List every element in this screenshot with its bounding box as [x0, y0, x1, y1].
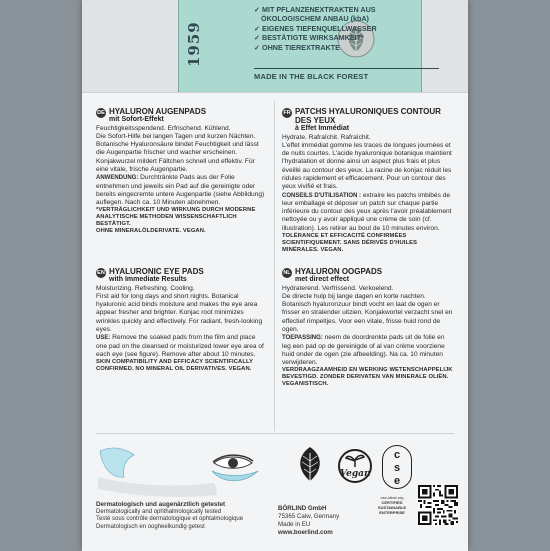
section-title: PATCHS HYALURONIQUES CONTOUR DES YEUX	[295, 107, 441, 125]
section-title: HYALURON AUGENPADS	[109, 107, 207, 116]
claim-note: VERDRAAGZAAMHEID EN WERKING WETENSCHAPPELIJK BEVESTIGD. ZONDER DERIVATEN VAN MINERALE OLIËN. VEGANISTISCH.	[282, 367, 453, 388]
section-title: HYALURON OOGPADS	[295, 267, 383, 276]
tagline: Moisturizing. Refreshing. Cooling.	[96, 284, 195, 292]
description: Die Sofort-Hilfe bei langen Tagen und kurzen Nächten. Botanische Hyaluronsäure bindet Feuchtigkeit und lässt die Augenpartie frischer und wacher erscheinen. Konjakwurzel mildert Fältchen schnell und effektiv. Für eine vitale, frische Augenpartie.	[96, 132, 259, 173]
claim-note-2: OHNE MINERALÖLDERIVATE. VEGAN.	[96, 228, 206, 235]
tagline: Hydraterend. Verfrissend. Verkoelend.	[282, 284, 394, 292]
tagline: Hydrate. Rafraîchit. Rafraîchit.	[282, 133, 371, 141]
section-fr	[282, 107, 454, 254]
claim-note: SKIN COMPATIBILITY AND EFFICACY SCIENTIFICALLY CONFIRMED. NO MINERAL OIL DERIVATIVES. VEGAN.	[96, 359, 253, 373]
benefits-list	[254, 5, 464, 52]
description: First aid for long days and short nights. Botanical hyaluronic acid binds moisture and makes the eye area appear fresher and brighter. Konjac root minimizes wrinkles quickly and effectively. For radiant, fresh-looking eyes.	[96, 292, 263, 333]
qr-code-icon[interactable]	[418, 485, 458, 525]
info-card	[82, 92, 468, 551]
test-claim-en: Dermatologically and ophthalmologically tested	[96, 508, 222, 515]
test-claim-de: Dermatologisch und augenärztlich getestet	[96, 501, 226, 508]
test-claim-nl: Dermatologisch en oogheelkundig getest	[96, 523, 205, 530]
benefit-item: ✓ BESTÄTIGTE WIRKSAMKEIT*	[254, 33, 364, 43]
made-in-label: MADE IN THE BLACK FOREST	[254, 68, 439, 81]
test-claims	[96, 501, 271, 531]
year-founded: 1959	[185, 21, 203, 67]
usage-text: neem de doordrenkte pads uit de folie en leg een pad op de gereinigde of al van crème voorziene huid onder de ogen (zie afbeelding). Na ca. 10 minuten verwijderen.	[282, 334, 445, 367]
section-subtitle: à Effet Immédiat	[295, 125, 350, 132]
section-subtitle: met direct effect	[295, 276, 350, 283]
benefit-item: ÖKOLOGISCHEM ANBAU (kbA)	[261, 14, 369, 24]
company-origin: Made in EU	[278, 521, 311, 528]
claim-note: *VERTRÄGLICHKEIT UND WIRKUNG DURCH MODERNE ANALYTISCHE METHODEN WISSENSCHAFTLICH BESTÄTIGT.	[96, 207, 256, 228]
benefit-item: ✓ EIGENES TIEFENQUELLWASSER	[254, 23, 377, 33]
company-name: BÖRLIND GmbH	[278, 505, 327, 512]
usage-text: Durchtränkte Pads aus der Folie entnehmen und jeweils ein Pad auf die gereinigte oder bereits eingecremte untere Augenpartie (siehe Abbildung) auflegen. Nach ca. 10 Minuten abnehmen.	[96, 174, 265, 207]
tagline: Feuchtigkeitsspendend. Erfrischend. Kühlend.	[96, 124, 231, 132]
section-subtitle: with Immediate Results	[109, 276, 187, 283]
language-badge: EN	[97, 270, 105, 276]
package-back	[82, 0, 468, 550]
section-subtitle: mit Sofort-Effekt	[109, 116, 164, 123]
language-badge: FR	[283, 110, 291, 116]
cse-logo: c s e	[382, 445, 412, 489]
section-divider	[96, 433, 454, 434]
vegan-logo	[338, 449, 372, 483]
section-en	[96, 267, 268, 373]
language-badge: DE	[97, 110, 105, 116]
eye-pad-illustration	[96, 443, 271, 498]
company-address	[278, 505, 388, 537]
section-nl	[282, 267, 454, 388]
claim-note: TOLÉRANCE ET EFFICACITÉ CONFIRMÉES SCIENTIFIQUEMENT. SANS DÉRIVÉS D'HUILES MINÉRALES. VEGAN.	[282, 233, 418, 254]
company-city: 75365 Calw, Germany	[278, 513, 340, 520]
leaf-logo-icon	[294, 445, 326, 485]
vegan-label: Vegan	[340, 469, 371, 479]
usage-text: Remove the soaked pads from the film and place one pad on the cleansed or moisturized lower eye area of each eye (see figure). Remove after about 10 minutes.	[96, 334, 264, 358]
benefit-item: ✓ MIT PFLANZENEXTRAKTEN AUS	[254, 5, 376, 14]
usage-text: extraire les patchs imbibés de leur emballage et déposer un patch sur chaque partie inférieure du contour des yeux après l'avoir préalablement nettoyée ou y avoir appliqué une crème de soin (cf. illustration). Les retirer au bout de 10 minutes environ.	[282, 191, 452, 232]
top-panel	[82, 0, 468, 92]
usage-label: USE:	[96, 335, 111, 342]
usage-label: ANWENDUNG:	[96, 175, 139, 182]
usage-label: TOEPASSING:	[282, 335, 323, 342]
cse-site: cse-label.org	[380, 495, 404, 500]
benefit-item: ✓ OHNE TIEREXTRAKTE	[254, 42, 340, 52]
usage-label: CONSEILS D'UTILISATION :	[282, 192, 361, 199]
sprout-icon	[340, 453, 370, 469]
description: L'effet immédiat gomme les traces de longues journées et de nuits courtes. L'acide hyaluronique botanique maintient l'hydratation et donne ainsi un aspect plus frais et plus éveillé au contour des yeux. La racine de konjac réduit les ridules rapidement et efficacement. Pour un contour des yeux vivifié et frais.	[282, 141, 452, 191]
language-badge: NL	[283, 270, 291, 276]
section-title: HYALURONIC EYE PADS	[109, 267, 204, 276]
cse-claim: CERTIFIED SUSTAINABLE ENTERPRISE	[377, 500, 407, 515]
company-website[interactable]: www.boerlind.com	[278, 529, 333, 536]
section-de	[96, 107, 268, 235]
column-divider	[274, 101, 275, 431]
description: De directe hulp bij lange dagen en korte nachten. Botanisch hyaluronzuur bindt vocht en laat de ogen er frisser en stralender uitzien. Konjakwortel verzacht snel en effectief rimpeltjes. Voor een vitale, frisse huid rond de ogen.	[282, 292, 453, 333]
test-claim-fr: Testé sous contrôle dermatologique et ophtalmologique	[96, 516, 244, 522]
